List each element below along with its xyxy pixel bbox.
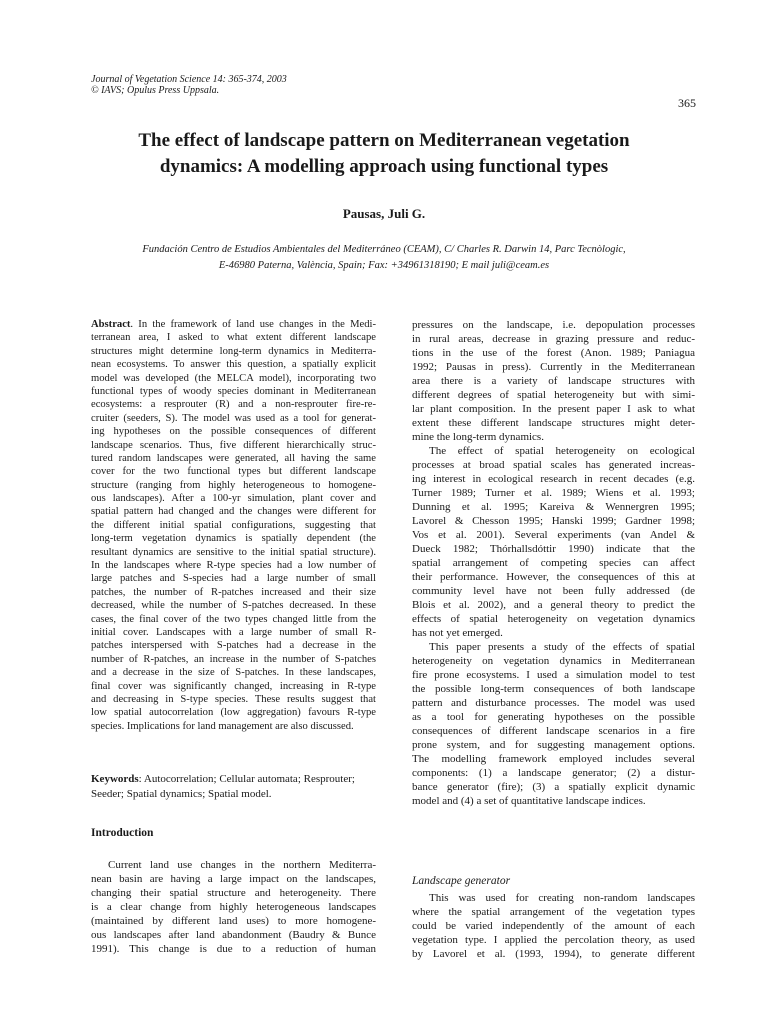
text-line: Lavorel & Chesson 1995; Hanski 1999; Gardner 1998; <box>412 515 695 527</box>
text-line: ing hypotheses on the possible consequences of different <box>91 426 376 438</box>
text-line: Turner 1989; Turner et al. 1989; Wiens et al. 1993; <box>412 487 695 499</box>
text-line: structures might determine long-term dynamics in Mediterra- <box>91 345 376 357</box>
text-line: and a decrease in the size of S-patches. In these landscapes, <box>91 667 376 679</box>
abstract-label: Abstract <box>91 319 131 330</box>
text-line: terranean area, I asked to what extent different landscape <box>91 332 376 344</box>
text-line: pattern and disturbance processes. The model was used <box>412 697 695 709</box>
text-line: In the landscapes where R-type species had a low number of <box>91 560 376 572</box>
text-line: model was developed (the MELCA model), incorporating two <box>91 372 376 384</box>
text-line: the possible long-term consequences of both landscape <box>412 683 695 695</box>
text-line: resultant dynamics are sensitive to the initial spatial structure). <box>91 546 376 558</box>
journal-copyright: © IAVS; Opulus Press Uppsala. <box>91 85 220 96</box>
text-line: functional types of woody species dominant in Mediterranean <box>91 385 376 397</box>
right-column-body <box>412 318 695 808</box>
text-line: lar plant composition. In the present paper I ask to what <box>412 403 695 415</box>
text-line: vegetation type. I applied the percolation theory, as used <box>412 934 695 946</box>
text-line: final cover was significantly changed, increasing in R-type <box>91 680 376 692</box>
text-line: by Lavorel et al. (1993, 1994), to generate different <box>412 948 695 960</box>
text-line: components: (1) a landscape generator; (2) a distur- <box>412 767 695 779</box>
keywords-label: Keywords <box>91 773 139 785</box>
text-line: consequences of different landscape scenarios in a fire <box>412 725 695 737</box>
text-line: spatial pattern had changed and the changes were different for <box>91 506 376 518</box>
text-line: patches interspersed with S-patches had a decrease in the <box>91 640 376 652</box>
affiliation-line: E-46980 Paterna, València, Spain; Fax: +34961318190; E mail juli@ceam.es <box>218 260 550 271</box>
text-line: ecosystems: a resprouter (R) and a non-resprouter fire-re- <box>91 399 376 411</box>
text-line: in rural areas, decrease in grazing pressure and reduc- <box>412 333 695 345</box>
title-line: dynamics: A modelling approach using functional types <box>159 156 609 177</box>
text-line: long-term vegetation dynamics is spatially dependent (the <box>91 533 376 545</box>
abstract <box>91 318 376 733</box>
text-line: cruiter (seeders, S). The model was used as a tool for generat- <box>91 412 376 424</box>
text-line: decreased, while the number of S-patches decreased. In these <box>91 600 376 612</box>
text-line: has not yet emerged. <box>412 627 503 639</box>
text-line: as a tool for generating hypotheses on the possible <box>412 711 695 723</box>
text-line: 1991). This change is due to a reduction of human <box>91 943 376 955</box>
introduction-heading: Introduction <box>91 827 154 839</box>
text-line: community level have not been fully addressed (de <box>412 585 695 597</box>
text-line: tured random landscapes were generated, all having the same <box>91 452 376 464</box>
text-line: ous landscapes after land abandonment (Baudry & Bunce <box>91 929 376 941</box>
text-line: Blois et al. 2002), and a general theory to predict the <box>412 599 695 611</box>
paper-title <box>60 128 708 180</box>
keywords <box>91 772 376 801</box>
abstract-first-line <box>91 318 376 331</box>
text-line: bance generator (fire); (3) a spatially explicit dynamic <box>412 781 695 793</box>
text-line: ous landscapes). After a 100-yr simulation, plant cover and <box>91 493 376 505</box>
text-line: effects of spatial heterogeneity on vegetation dynamics <box>412 613 695 625</box>
text-line: and decreasing in S-type species. These results suggest that <box>91 693 376 705</box>
text-line: Current land use changes in the northern Mediterra- <box>108 859 376 871</box>
text-line: The effect of spatial heterogeneity on ecological <box>429 445 695 457</box>
landscape-generator-heading: Landscape generator <box>412 875 511 887</box>
text-line: spatial arrangement of competing species can affect <box>412 557 695 569</box>
landscape-generator-body <box>412 891 695 961</box>
text-line: processes at broad spatial scales has generated increas- <box>412 459 695 471</box>
affiliation-line: Fundación Centro de Estudios Ambientales del Mediterráneo (CEAM), C/ Charles R. Darwin 14, Parc Tecnòlogic, <box>142 244 626 255</box>
author-name: Pausas, Juli G. <box>342 206 426 221</box>
journal-header <box>91 74 287 96</box>
introduction-body <box>91 858 376 956</box>
text-line: Dueck 1982; Thórhallsdóttir 1990) indicate that the <box>412 543 695 555</box>
text-line: tions in the use of the forest (Anon. 1989; Paniagua <box>412 347 695 359</box>
text-line: the different initial spatial configurations, suggesting that <box>91 519 376 531</box>
title-line: The effect of landscape pattern on Mediterranean vegetation <box>138 130 630 151</box>
text-line: area there is a variety of landscape structures with <box>412 375 695 387</box>
text-line: Vos et al. 2001). Several experiments (van Andel & <box>412 529 695 541</box>
text-line: mine the long-term dynamics. <box>412 431 544 443</box>
text-line: patches, the number of R-patches increased and their size <box>91 586 376 598</box>
text-line: is a clear change from highly heterogeneous landscapes <box>91 901 376 913</box>
text-line: fire prone ecosystems. I used a simulation model to test <box>412 669 695 681</box>
text-line: landscape scenarios. Thus, five different hierarchically struc- <box>91 439 376 451</box>
text-line: nean ecosystems. To answer this question, a spatially explicit <box>91 359 376 371</box>
text-line: 1992; Pausas in press). Currently in the Mediterranean <box>412 361 695 373</box>
page-number: 365 <box>678 96 696 110</box>
text-line: The modelling framework employed includes several <box>412 753 695 765</box>
text-line: prone system, and for suggesting management options. <box>412 739 695 751</box>
text-line: large patches and S-species had a large number of small <box>91 573 376 585</box>
text-line: model and (4) a set of quantitative landscape indices. <box>412 795 646 807</box>
keywords-text: : Autocorrelation; Cellular automata; Resprouter; Seeder; Spatial dynamics; Spatial model. <box>91 773 355 800</box>
text-line: where the spatial arrangement of the vegetation types <box>412 906 695 918</box>
text-line: could be varied independently of the amount of each <box>412 920 695 932</box>
text-line: their performance. However, the consequences of this at <box>412 571 695 583</box>
text-line: changing their spatial structure and heterogeneity. There <box>91 887 376 899</box>
text-line: low spatial autocorrelation (low aggregation) favours R-type <box>91 707 376 719</box>
text-line: ing interest in ecological research in recent decades (e.g. <box>412 473 695 485</box>
affiliation <box>60 242 708 274</box>
text-line: (maintained by different land uses) to more homogene- <box>91 915 376 927</box>
abstract-first-text: . In the framework of land use changes in the Medi- <box>130 319 376 330</box>
text-line: species. Implications for land management are also discussed. <box>91 720 354 732</box>
text-line: This was used for creating non-random landscapes <box>429 892 695 904</box>
text-line: Dunning et al. 1995; Kareiva & Wennergren 1995; <box>412 501 695 513</box>
journal-citation: Journal of Vegetation Science 14: 365-374, 2003 <box>91 74 287 85</box>
text-line: cases, the final cover of the two types changed little from the <box>91 613 376 625</box>
abstract-body <box>91 331 376 733</box>
text-line: number of R-patches, an increase in the number of S-patches <box>91 653 376 665</box>
text-line: pressures on the landscape, i.e. depopulation processes <box>412 319 695 331</box>
text-line: This paper presents a study of the effects of spatial <box>429 641 695 653</box>
text-line: heterogeneity on vegetation dynamics in Mediterranean <box>412 655 695 667</box>
text-line: cover for the two functional types but different landscape <box>91 466 376 478</box>
text-line: initial cover. Landscapes with a large number of small R- <box>91 626 376 638</box>
text-line: extent these different landscape structures might deter- <box>412 417 695 429</box>
text-line: nean basin are having a large impact on the landscapes, <box>91 873 376 885</box>
text-line: different degrees of spatial heterogeneity but with simi- <box>412 389 695 401</box>
text-line: structure (ranging from highly heterogeneous to homogene- <box>91 479 376 491</box>
